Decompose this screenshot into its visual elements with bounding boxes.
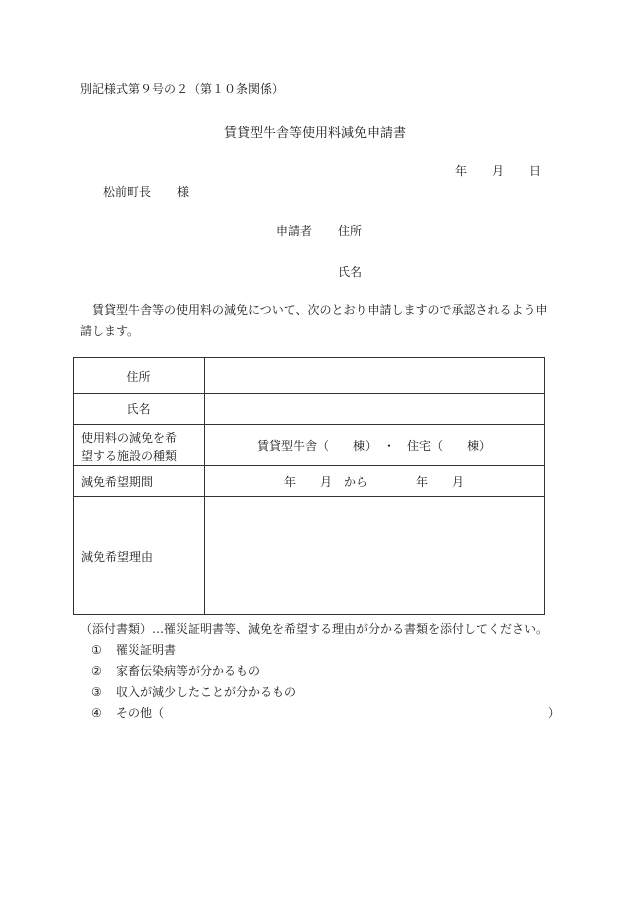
table-border-bottom xyxy=(73,614,545,615)
attachment-item xyxy=(91,641,176,658)
attachments-header: （添付書類）…罹災証明書等、減免を希望する理由が分かる書類を添付してください。 xyxy=(80,622,549,636)
table-period-value: 年 月 から 年 月 xyxy=(283,475,464,489)
table-facility-value: 賃貸型牛舎（ 棟） ・ 住宅（ 棟） xyxy=(256,439,491,453)
table-row-divider xyxy=(73,496,545,497)
attachment-number: ① xyxy=(91,643,102,657)
applicant-name-label: 氏名 xyxy=(338,265,363,279)
date-day: 日 xyxy=(529,164,542,178)
table-row-divider xyxy=(73,465,545,466)
attachment-item xyxy=(91,683,296,700)
addressee xyxy=(103,183,189,200)
date-month: 月 xyxy=(492,164,505,178)
addressee-honorific: 様 xyxy=(177,185,190,199)
attachment-text: 収入が減少したことが分かるもの xyxy=(116,685,297,699)
attachment-text: その他（ ） xyxy=(116,706,561,720)
table-reason-label: 減免希望理由 xyxy=(81,550,154,564)
attachment-item xyxy=(91,704,560,721)
body-text: 賃貸型牛舎等の使用料の減免について、次のとおり申請しますので承認されるよう申請します。 xyxy=(80,303,548,338)
attachment-text: 罹災証明書 xyxy=(116,643,177,657)
table-facility-label-line2: 望する施設の種類 xyxy=(81,449,178,463)
attachment-text: 家畜伝染病等が分かるもの xyxy=(116,664,261,678)
table-row-divider xyxy=(73,393,545,394)
table-border-right xyxy=(544,357,545,615)
table-row-divider xyxy=(73,424,545,425)
date-year: 年 xyxy=(455,164,468,178)
table-border-left xyxy=(73,357,74,615)
table-name-label: 氏名 xyxy=(126,402,151,416)
table-address-label: 住所 xyxy=(126,370,151,384)
attachment-number: ③ xyxy=(91,685,102,699)
attachment-item xyxy=(91,662,260,679)
document-title: 賃貸型牛舎等使用料減免申請書 xyxy=(223,126,406,141)
application-table xyxy=(73,357,545,615)
attachment-number: ④ xyxy=(91,706,102,720)
table-period-label: 減免希望期間 xyxy=(81,475,154,489)
table-facility-label-line1: 使用料の減免を希 xyxy=(81,431,178,445)
form-number: 別記様式第９号の２（第１０条関係） xyxy=(80,82,285,96)
table-border-top xyxy=(73,357,545,358)
applicant-address-label: 住所 xyxy=(338,224,363,238)
applicant-label: 申請者 xyxy=(276,224,313,238)
attachment-number: ② xyxy=(91,664,102,678)
addressee-name: 松前町長 xyxy=(103,185,152,199)
